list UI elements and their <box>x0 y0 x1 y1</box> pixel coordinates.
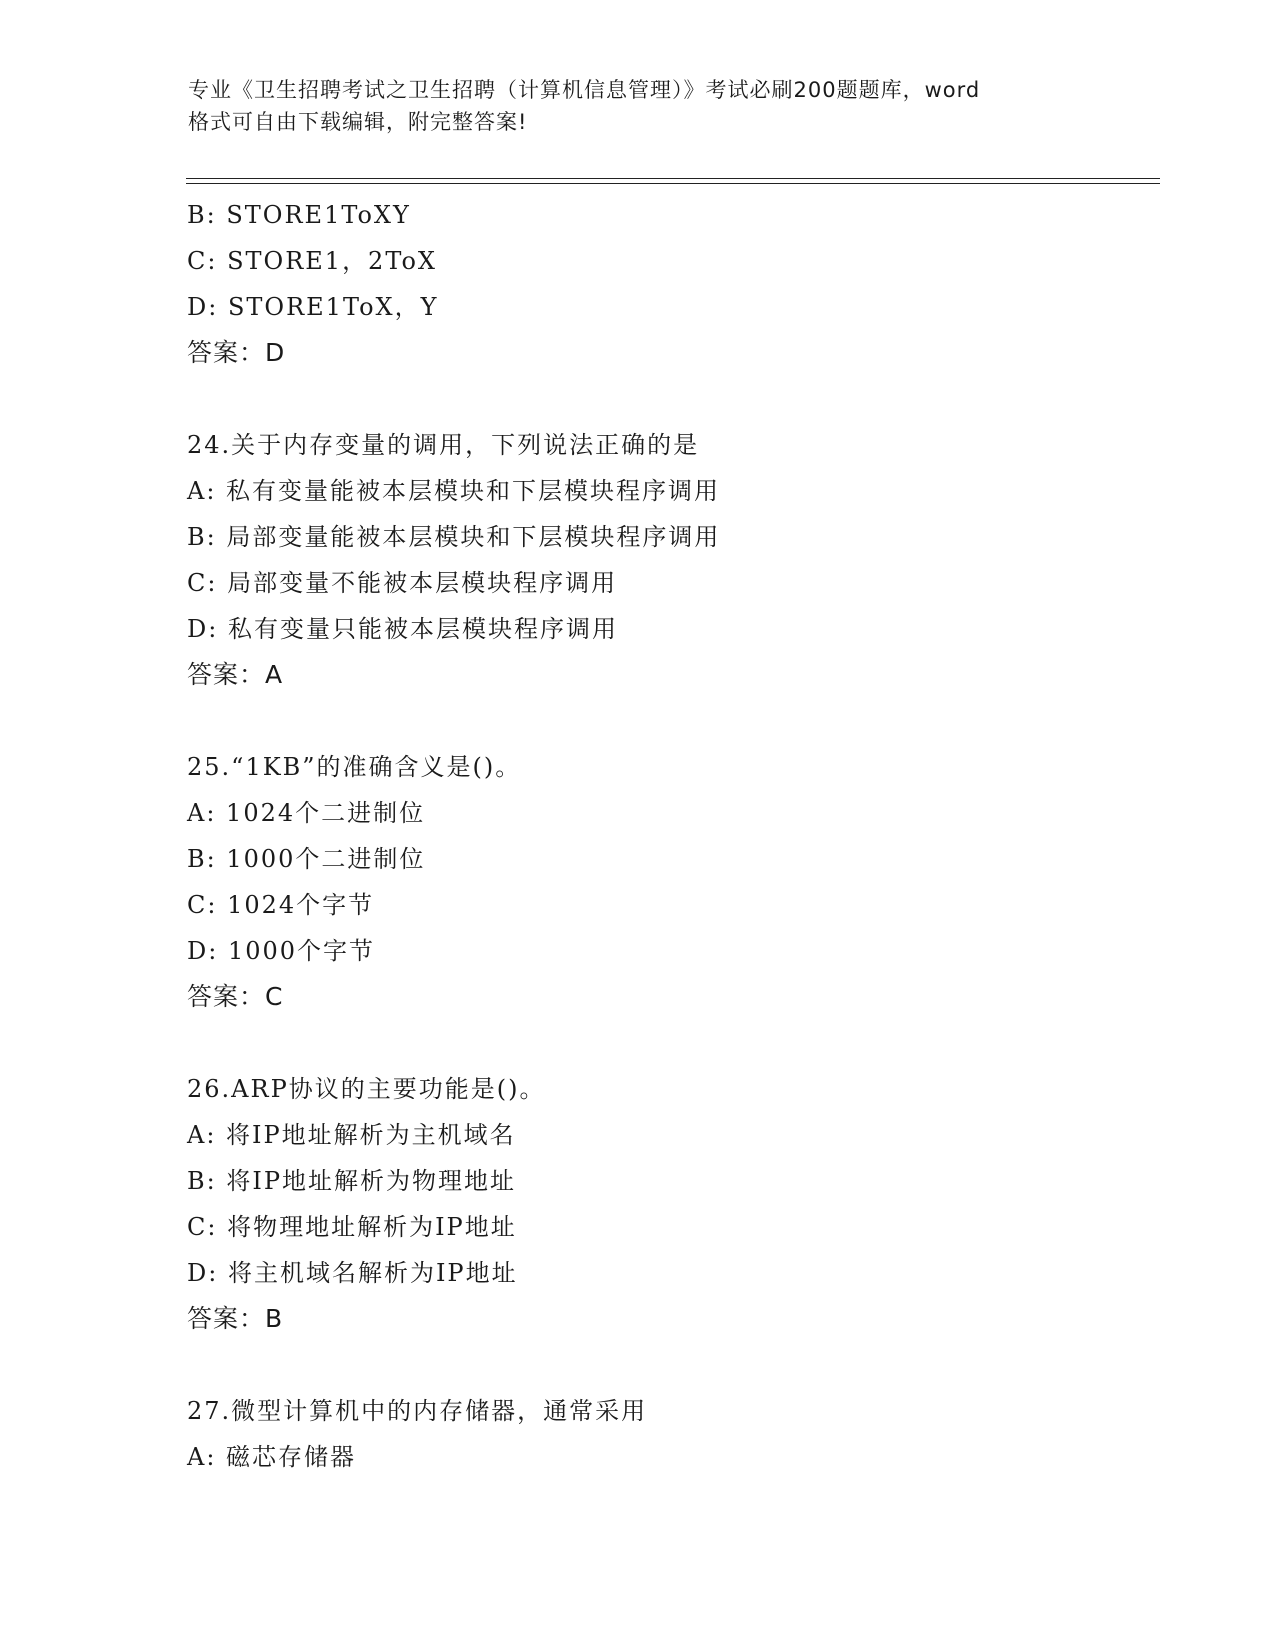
question-option: B: 局部变量能被本层模块和下层模块程序调用 <box>187 523 721 551</box>
question-27 <box>187 1388 1167 1480</box>
question-option: C: 1024个字节 <box>187 891 375 919</box>
question-option: A: 磁芯存储器 <box>187 1443 357 1471</box>
spacer <box>187 1342 1167 1388</box>
question-24 <box>187 422 1167 698</box>
spacer <box>187 376 1167 422</box>
question-stem: 27.微型计算机中的内存储器，通常采用 <box>187 1397 648 1425</box>
question-26 <box>187 1066 1167 1342</box>
question-option: D: 私有变量只能被本层模块程序调用 <box>187 615 618 643</box>
question-option: D: STORE1ToX，Y <box>187 293 439 321</box>
question-25 <box>187 744 1167 1020</box>
document-header <box>188 74 1088 138</box>
question-option: A: 1024个二进制位 <box>187 799 426 827</box>
question-answer: 答案：B <box>187 1304 284 1333</box>
header-divider-bottom <box>186 183 1160 184</box>
header-divider-top <box>186 178 1160 179</box>
question-answer: 答案：D <box>187 338 286 367</box>
question-list <box>187 192 1167 1480</box>
question-option: B: 1000个二进制位 <box>187 845 426 873</box>
header-title-line-2: 格式可自由下载编辑，附完整答案! <box>188 110 528 134</box>
question-option: C: STORE1，2ToX <box>187 247 438 275</box>
question-stem: 25.“1KB”的准确含义是()。 <box>187 753 522 781</box>
question-option: B: STORE1ToXY <box>187 201 411 229</box>
question-option: B: 将IP地址解析为物理地址 <box>187 1167 516 1195</box>
question-stem: 24.关于内存变量的调用，下列说法正确的是 <box>187 431 700 459</box>
question-option: A: 将IP地址解析为主机域名 <box>187 1121 516 1149</box>
question-answer: 答案：C <box>187 982 284 1011</box>
question-option: A: 私有变量能被本层模块和下层模块程序调用 <box>187 477 721 505</box>
question-option: D: 1000个字节 <box>187 937 376 965</box>
spacer <box>187 1020 1167 1066</box>
question-option: C: 将物理地址解析为IP地址 <box>187 1213 517 1241</box>
question-answer: 答案：A <box>187 660 284 689</box>
question-23-partial <box>187 192 1167 376</box>
spacer <box>187 698 1167 744</box>
header-title-line-1: 专业《卫生招聘考试之卫生招聘（计算机信息管理）》考试必刷200题题库，word <box>188 78 981 102</box>
question-option: C: 局部变量不能被本层模块程序调用 <box>187 569 618 597</box>
question-stem: 26.ARP协议的主要功能是()。 <box>187 1075 546 1103</box>
question-option: D: 将主机域名解析为IP地址 <box>187 1259 518 1287</box>
